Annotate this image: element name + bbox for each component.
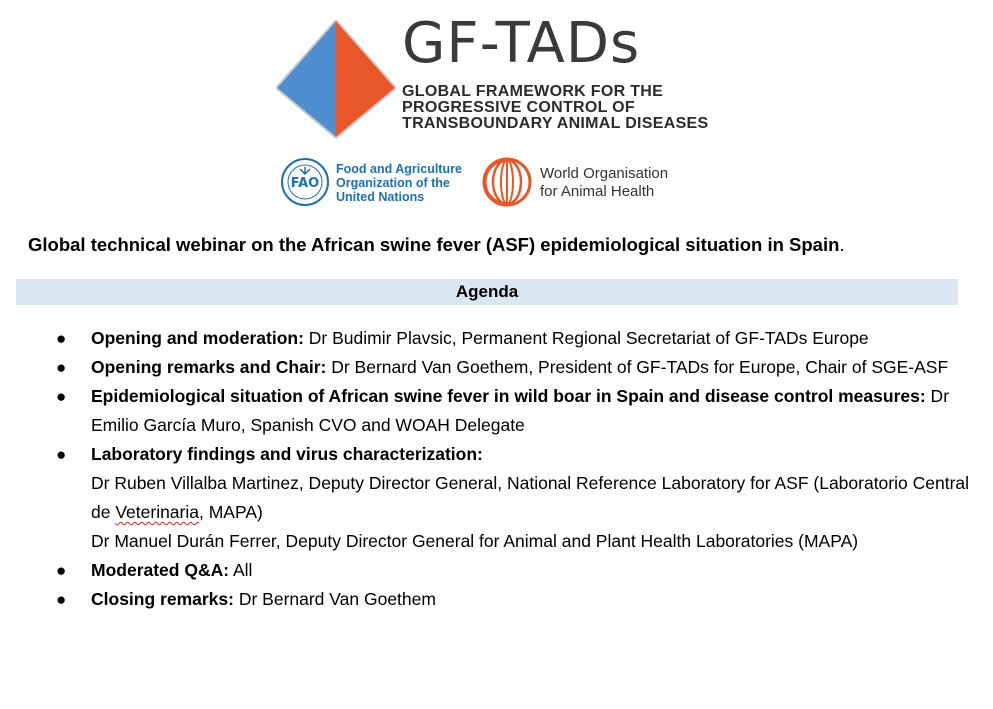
- agenda-list: [56, 324, 971, 614]
- agenda-item-text: Dr Budimir Plavsic, Permanent Regional Secretariat of GF-TADs Europe: [303, 328, 869, 348]
- logo-subtitle-line: TRANSBOUNDARY ANIMAL DISEASES: [402, 115, 709, 132]
- fao-name-line: United Nations: [336, 190, 425, 204]
- woah-name: [540, 165, 668, 201]
- gf-tads-logo: [270, 11, 709, 142]
- agenda-item-label: Opening remarks and Chair:: [91, 357, 327, 377]
- woah-logo-icon: [482, 157, 532, 207]
- agenda-item-text: Dr Manuel Durán Ferrer, Deputy Director General for Animal and Plant Health Laboratories (MAPA): [91, 531, 859, 551]
- svg-text:FAO: FAO: [290, 176, 320, 191]
- agenda-item-label: Closing remarks:: [91, 589, 234, 609]
- bullet-icon: ●: [56, 590, 67, 609]
- woah-name-line: World Organisation: [540, 165, 669, 182]
- spellcheck-word: Veterinaria: [115, 502, 199, 522]
- agenda-item: [56, 440, 971, 556]
- agenda-item-label: Epidemiological situation of African swine fever in wild boar in Spain and disease control measures:: [91, 386, 926, 406]
- agenda-item-text: Dr Bernard Van Goethem: [233, 589, 436, 609]
- agenda-item-text: , MAPA): [199, 502, 263, 522]
- woah-logo: [482, 157, 669, 209]
- bullet-icon: ●: [56, 329, 67, 348]
- gf-tads-diamond-icon: [276, 20, 396, 140]
- agenda-item-label: Opening and moderation:: [91, 328, 304, 348]
- agenda-item-text: Dr Ruben Villalba Martinez, Deputy Director General, National Reference Laboratory for ASF (Laboratorio Central de: [91, 473, 970, 522]
- logo-subtitle-line: GLOBAL FRAMEWORK FOR THE: [402, 83, 664, 100]
- bullet-icon: ●: [56, 561, 67, 580]
- agenda-item: [56, 382, 971, 440]
- fao-name-line: Food and Agriculture: [336, 162, 462, 176]
- bullet-icon: ●: [56, 387, 67, 406]
- agenda-item: [56, 353, 971, 382]
- logo-subtitle: [402, 84, 709, 132]
- fao-logo-icon: [280, 157, 330, 207]
- fao-logo: [280, 157, 462, 209]
- agenda-item-text: Dr Bernard Van Goethem, President of GF-TADs for Europe, Chair of SGE-ASF: [326, 357, 949, 377]
- agenda-heading: Agenda: [16, 279, 958, 305]
- logo-title: GF-TADs: [402, 11, 641, 76]
- agenda-item: [56, 585, 971, 614]
- fao-name-line: Organization of the: [336, 176, 450, 190]
- agenda-item: [56, 324, 971, 353]
- agenda-item-label: Moderated Q&A:: [91, 560, 230, 580]
- woah-name-line: for Animal Health: [540, 183, 655, 200]
- document-title: [28, 234, 845, 256]
- bullet-icon: ●: [56, 445, 67, 464]
- document-title-text: Global technical webinar on the African swine fever (ASF) epidemiological situation in Spain: [28, 234, 840, 255]
- logo-subtitle-line: PROGRESSIVE CONTROL OF: [402, 99, 635, 116]
- fao-name: [336, 162, 462, 204]
- bullet-icon: ●: [56, 358, 67, 377]
- agenda-item-text: Dr Emilio García Muro, Spanish CVO and WOAH Delegate: [91, 386, 950, 435]
- agenda-item-label: Laboratory findings and virus characterization:: [91, 444, 483, 464]
- agenda-item-text: All: [229, 560, 253, 580]
- agenda-item: [56, 556, 971, 585]
- document-title-period: .: [839, 234, 845, 255]
